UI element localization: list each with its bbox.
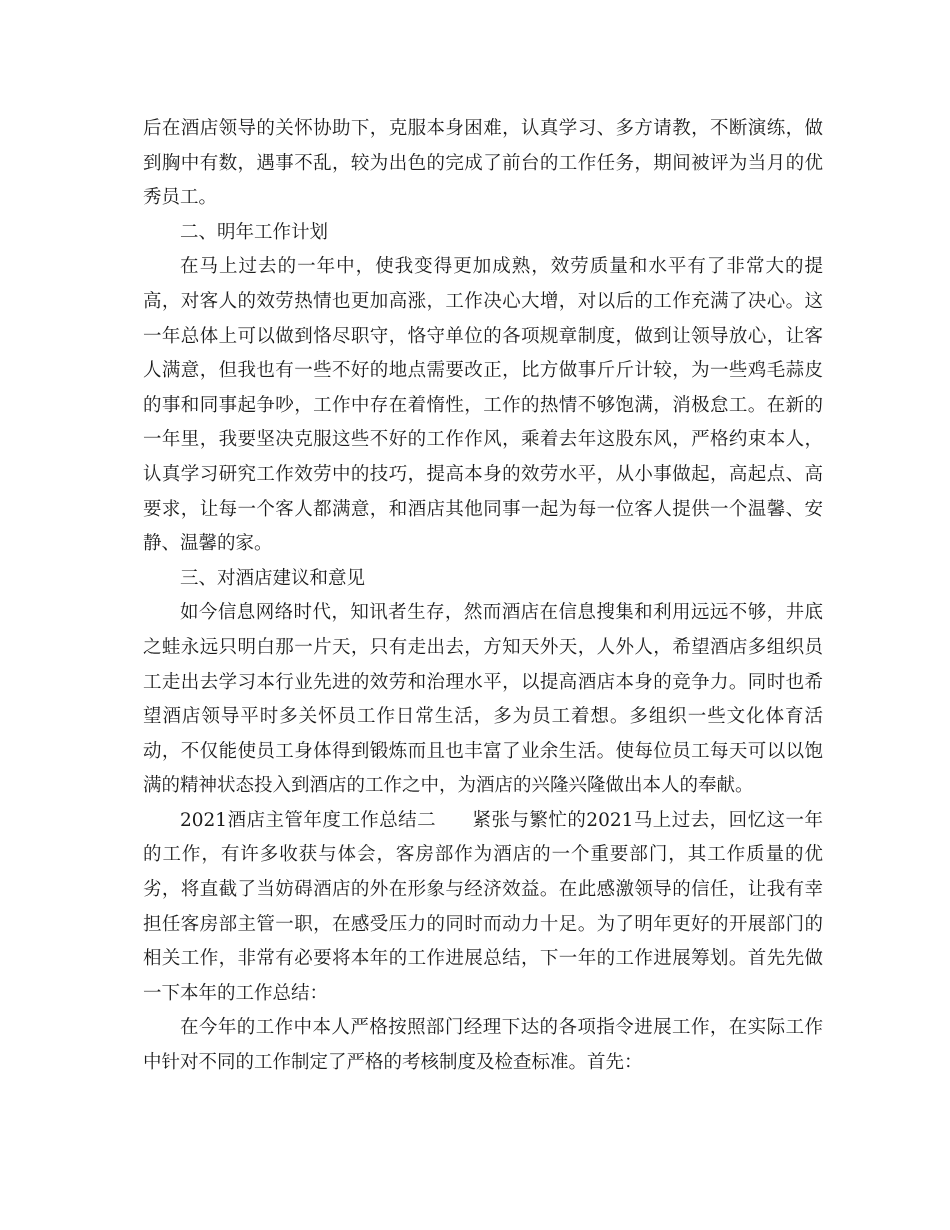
- summary-two-intro: 紧张与繁忙的2021马上过去，回忆这一年的工作，有许多收获与体会，客房部作为酒店的一个重要部门，其工作质量的优劣，将直截了当妨碍酒店的外在形象与经济效益。在此感激领导的信任，让我有幸担任客房部主管一职，在感受压力的同时而动力十足。为了明年更好的开展部门的相关工作，非常有必要将本年的工作进展总结，下一年的工作进展筹划。首先先做一下本年的工作总结：: [143, 809, 823, 1004]
- paragraph-last: 在今年的工作中本人严格按照部门经理下达的各项指令进展工作，在实际工作中针对不同的工作制定了严格的考核制度及检查标准。首先：: [143, 1017, 823, 1074]
- paragraph-suggestions: 如今信息网络时代，知讯者生存，然而酒店在信息搜集和利用远远不够，井底之蛙永远只明白那一片天，只有走出去，方知天外天，人外人，希望酒店多组织员工走出去学习本行业先进的效劳和治理水平，以提高酒店本身的竞争力。同时也希望酒店领导平时多关怀员工作日常生活，多为员工着想。多组织一些文化体育活动，不仅能使员工身体得到锻炼而且也丰富了业余生活。使每位员工每天可以以饱满的精神状态投入到酒店的工作之中，为酒店的兴隆兴隆做出本人的奉献。: [143, 602, 823, 797]
- section-heading-suggestions: 三、对酒店建议和意见: [180, 567, 366, 589]
- section-heading-plan: 二、明年工作计划: [180, 221, 329, 243]
- paragraph-summary-two: [143, 804, 823, 1012]
- document-page: [143, 112, 823, 1081]
- summary-two-title: 2021酒店主管年度工作总结二: [180, 809, 437, 831]
- paragraph-continuation: 后在酒店领导的关怀协助下，克服本身困难，认真学习、多方请教，不断演练，做到胸中有数，遇事不乱，较为出色的完成了前台的工作任务，期间被评为当月的优秀员工。: [143, 118, 823, 209]
- paragraph-plan: 在马上过去的一年中，使我变得更加成熟，效劳质量和水平有了非常大的提高，对客人的效劳热情也更加高涨，工作决心大增，对以后的工作充满了决心。这一年总体上可以做到恪尽职守，恪守单位的各项规章制度，做到让领导放心，让客人满意，但我也有一些不好的地点需要改正，比方做事斤斤计较，为一些鸡毛蒜皮的事和同事起争吵，工作中存在着惰性，工作的热情不够饱满，消极怠工。在新的一年里，我要坚决克服这些不好的工作作风，乘着去年这股东风，严格约束本人，认真学习研究工作效劳中的技巧，提高本身的效劳水平，从小事做起，高起点、高要求，让每一个客人都满意，和酒店其他同事一起为每一位客人提供一个温馨、安静、温馨的家。: [143, 256, 823, 555]
